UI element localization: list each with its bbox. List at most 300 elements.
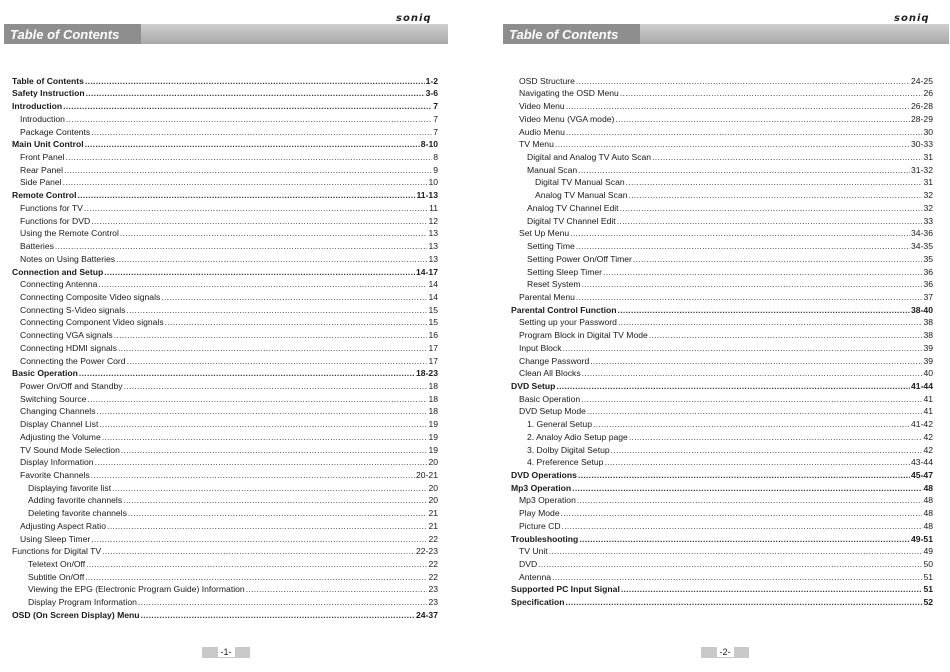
toc-entry-title: DVD Setup bbox=[511, 380, 556, 391]
toc-entry bbox=[511, 328, 933, 341]
toc-entry bbox=[12, 74, 438, 87]
toc-entry bbox=[12, 188, 438, 201]
toc-entry-title: Analog TV Manual Scan bbox=[535, 190, 628, 201]
toc-entry-page: 41-44 bbox=[911, 380, 933, 391]
toc-entry-title: Change Password bbox=[519, 355, 590, 366]
toc-entry-page: 51 bbox=[923, 571, 933, 582]
dot-leader bbox=[633, 253, 923, 265]
toc-entry-title: Program Block in Digital TV Mode bbox=[519, 330, 648, 341]
dot-leader bbox=[63, 100, 432, 112]
toc-entry-title: Switching Source bbox=[20, 393, 87, 404]
toc-entry-title: Connecting the Power Cord bbox=[20, 355, 126, 366]
toc-entry-title: Video Menu (VGA mode) bbox=[519, 113, 615, 124]
toc-entry bbox=[511, 239, 933, 252]
toc-entry-page: 3-6 bbox=[425, 88, 438, 99]
toc-entry bbox=[12, 417, 438, 430]
toc-entry-title: Functions for Digital TV bbox=[12, 546, 102, 557]
section-heading: Table of Contents bbox=[4, 24, 141, 44]
toc-entry-title: Play Mode bbox=[519, 508, 560, 519]
dot-leader bbox=[85, 571, 427, 583]
dot-leader bbox=[121, 444, 428, 456]
right-page bbox=[475, 0, 950, 672]
toc-entry-title: DVD Operations bbox=[511, 470, 577, 480]
toc-entry bbox=[511, 150, 933, 163]
toc-entry-page: 13 bbox=[428, 228, 438, 239]
toc-entry-page: 26-28 bbox=[911, 101, 933, 112]
toc-entry bbox=[511, 570, 933, 583]
dot-leader bbox=[572, 482, 922, 494]
toc-entry bbox=[511, 265, 933, 278]
dot-leader bbox=[97, 405, 428, 417]
toc-entry-title: Viewing the EPG (Electronic Program Guide) Information bbox=[28, 584, 245, 595]
toc-entry-page: 21 bbox=[428, 520, 438, 531]
header-band bbox=[4, 24, 448, 44]
dot-leader bbox=[64, 164, 432, 176]
dot-leader bbox=[120, 227, 428, 239]
toc-entry-page: 30-33 bbox=[911, 139, 933, 150]
toc-entry-page: 22 bbox=[428, 571, 438, 582]
toc-entry bbox=[12, 354, 438, 367]
toc-entry-page: 1-2 bbox=[425, 75, 438, 86]
dot-leader bbox=[620, 87, 923, 99]
toc-entry-title: Adjusting the Volume bbox=[20, 431, 101, 442]
toc-entry-title: Functions for TV bbox=[20, 202, 83, 213]
toc-entry-title: 2. Analoy Adio Setup page bbox=[527, 431, 628, 442]
toc-entry bbox=[511, 125, 933, 138]
toc-entry-page: 45-47 bbox=[911, 470, 933, 480]
brand-logo: soniq bbox=[396, 13, 432, 24]
dot-leader bbox=[649, 329, 923, 341]
dot-leader bbox=[563, 342, 923, 354]
dot-leader bbox=[99, 418, 427, 430]
toc-entry bbox=[511, 456, 933, 469]
toc-entry bbox=[511, 430, 933, 443]
toc-entry-page: 11-13 bbox=[416, 190, 438, 201]
dot-leader bbox=[55, 240, 428, 252]
toc-entry bbox=[12, 290, 438, 303]
toc-entry-title: 1. General Setup bbox=[527, 419, 592, 430]
page-number-label: -1- bbox=[218, 647, 235, 657]
toc-entry-page: 10 bbox=[428, 177, 438, 188]
dot-leader bbox=[128, 507, 428, 519]
toc-entry-page: 28-29 bbox=[911, 113, 933, 124]
toc-entry bbox=[511, 176, 933, 189]
dot-leader bbox=[621, 583, 923, 595]
dot-leader bbox=[618, 316, 923, 328]
toc-entry-title: Introduction bbox=[20, 113, 65, 124]
dot-leader bbox=[85, 75, 425, 87]
toc-entry-title: Side Panel bbox=[20, 177, 62, 188]
toc-entry-page: 39 bbox=[923, 355, 933, 366]
toc-entry-title: Troubleshooting bbox=[511, 533, 579, 544]
toc-entry-title: Using Sleep Timer bbox=[20, 533, 91, 544]
toc-entry-title: Safety Instruction bbox=[12, 88, 85, 99]
dot-leader bbox=[576, 291, 923, 303]
toc-entry-page: 17 bbox=[428, 342, 438, 353]
toc-entry-page: 48 bbox=[923, 508, 933, 519]
toc-entry bbox=[511, 494, 933, 507]
toc-entry bbox=[12, 125, 438, 138]
dot-leader bbox=[582, 367, 923, 379]
toc-entry bbox=[12, 328, 438, 341]
toc-entry-title: Connecting Component Video signals bbox=[20, 317, 164, 328]
toc-entry-title: Picture CD bbox=[519, 520, 561, 531]
toc-entry-page: 22-23 bbox=[416, 546, 438, 557]
toc-entry-page: 19 bbox=[428, 419, 438, 430]
toc-entry-title: Video Menu bbox=[519, 101, 565, 112]
dot-leader bbox=[165, 316, 428, 328]
toc-entry-page: 41 bbox=[923, 406, 933, 417]
toc-entry bbox=[12, 456, 438, 469]
dot-leader bbox=[615, 113, 910, 125]
toc-entry bbox=[511, 341, 933, 354]
dot-leader bbox=[79, 367, 415, 379]
dot-leader bbox=[91, 126, 432, 138]
toc-entry-page: 13 bbox=[428, 253, 438, 264]
dot-leader bbox=[127, 355, 428, 367]
toc-entry-title: Adjusting Aspect Ratio bbox=[20, 520, 106, 531]
toc-entry-title: TV Unit bbox=[519, 546, 548, 557]
toc-entry bbox=[511, 519, 933, 532]
toc-entry-page: 22 bbox=[428, 533, 438, 544]
dot-leader bbox=[161, 291, 427, 303]
toc-entry bbox=[12, 176, 438, 189]
toc-entry bbox=[12, 532, 438, 545]
toc-entry-page: 40 bbox=[923, 368, 933, 379]
toc-entry bbox=[511, 138, 933, 151]
toc-entry-title: Adding favorite channels bbox=[28, 495, 123, 506]
toc-entry-page: 48 bbox=[923, 482, 933, 493]
toc-entry-title: Front Panel bbox=[20, 152, 65, 163]
toc-entry bbox=[12, 608, 438, 621]
toc-entry-page: 26 bbox=[923, 88, 933, 99]
toc-entry-page: 51 bbox=[923, 584, 933, 595]
toc-entry-title: Teletext On/Off bbox=[28, 559, 86, 570]
toc-entry-title: Parental Menu bbox=[519, 291, 575, 302]
toc-entry-page: 31-32 bbox=[911, 164, 933, 175]
toc-entry bbox=[12, 494, 438, 507]
dot-leader bbox=[555, 138, 910, 150]
toc-entry bbox=[511, 201, 933, 214]
toc-entry bbox=[12, 481, 438, 494]
toc-entry-page: 21 bbox=[428, 508, 438, 519]
toc-entry bbox=[12, 595, 438, 608]
brand-logo: soniq bbox=[894, 13, 930, 24]
dot-leader bbox=[587, 405, 923, 417]
toc-entry-page: 20-21 bbox=[416, 470, 438, 480]
toc-entry bbox=[511, 583, 933, 596]
toc-entry-page: 20 bbox=[428, 482, 438, 493]
page-number bbox=[701, 647, 749, 658]
dot-leader bbox=[102, 431, 428, 443]
toc-entry bbox=[511, 99, 933, 112]
toc-entry-title: Display Program Information bbox=[28, 597, 137, 608]
toc-entry bbox=[12, 201, 438, 214]
toc-entry bbox=[12, 112, 438, 125]
dot-leader bbox=[566, 100, 910, 112]
dot-leader bbox=[604, 456, 910, 468]
toc-entry bbox=[511, 252, 933, 265]
toc-entry-title: 4. Preference Setup bbox=[527, 457, 604, 468]
toc-entry-title: Analog TV Channel Edit bbox=[527, 202, 619, 213]
toc-entry bbox=[511, 392, 933, 405]
dot-leader bbox=[576, 240, 910, 252]
toc-entry-page: 31 bbox=[923, 177, 933, 188]
toc-entry-title: Parental Control Function bbox=[511, 304, 617, 315]
toc-entry-title: Mp3 Operation bbox=[519, 495, 576, 506]
dot-leader bbox=[577, 494, 923, 506]
toc-entry-title: Connection and Setup bbox=[12, 266, 104, 277]
dot-leader bbox=[617, 215, 923, 227]
toc-entry bbox=[511, 227, 933, 240]
toc-entry bbox=[12, 138, 438, 151]
toc-entry-title: Connecting S-Video signals bbox=[20, 304, 126, 315]
dot-leader bbox=[538, 558, 922, 570]
dot-leader bbox=[112, 482, 427, 494]
dot-leader bbox=[107, 520, 427, 532]
toc-entry bbox=[12, 303, 438, 316]
toc-entry-page: 52 bbox=[923, 597, 933, 608]
dot-leader bbox=[95, 456, 428, 468]
dot-leader bbox=[126, 304, 427, 316]
dot-leader bbox=[66, 113, 432, 125]
toc-entry-page: 48 bbox=[923, 520, 933, 531]
toc-entry-title: Navigating the OSD Menu bbox=[519, 88, 619, 99]
toc-entry-title: Changing Channels bbox=[20, 406, 96, 417]
toc-entry bbox=[12, 430, 438, 443]
toc-entry-page: 48 bbox=[923, 495, 933, 506]
dot-leader bbox=[98, 278, 427, 290]
toc-entry bbox=[12, 227, 438, 240]
toc-entry-title: Clean All Blocks bbox=[519, 368, 581, 379]
toc-entry-title: Connecting VGA signals bbox=[20, 330, 113, 341]
toc-entry bbox=[511, 557, 933, 570]
toc-entry bbox=[511, 303, 933, 316]
toc-entry-page: 24-25 bbox=[911, 75, 933, 86]
toc-entry bbox=[12, 468, 438, 481]
toc-entry-page: 7 bbox=[433, 101, 438, 112]
toc-entry-page: 19 bbox=[428, 444, 438, 455]
dot-leader bbox=[556, 380, 910, 392]
toc-entry-title: Favorite Channels bbox=[20, 470, 90, 480]
toc-entry-title: DVD bbox=[519, 559, 538, 570]
toc-entry-page: 23 bbox=[428, 584, 438, 595]
page-number bbox=[202, 647, 250, 658]
toc-entry-page: 16 bbox=[428, 330, 438, 341]
toc-entry-title: Digital and Analog TV Auto Scan bbox=[527, 152, 652, 163]
toc-entry-title: Deleting favorite channels bbox=[28, 508, 127, 519]
dot-leader bbox=[116, 253, 427, 265]
toc-entry-title: Basic Operation bbox=[519, 393, 581, 404]
toc-entry-title: TV Sound Mode Selection bbox=[20, 444, 120, 455]
dot-leader bbox=[87, 393, 427, 405]
dot-leader bbox=[562, 520, 923, 532]
toc-entry-page: 7 bbox=[433, 126, 438, 137]
toc-entry-title: Using the Remote Control bbox=[20, 228, 119, 239]
dot-leader bbox=[114, 329, 428, 341]
dot-leader bbox=[561, 507, 923, 519]
toc-entry-page: 18-23 bbox=[416, 368, 438, 379]
toc-entry-title: Batteries bbox=[20, 241, 54, 252]
toc-entry bbox=[12, 316, 438, 329]
toc-entry bbox=[12, 405, 438, 418]
dot-leader bbox=[102, 545, 415, 557]
toc-entry-title: Connecting HDMI signals bbox=[20, 342, 117, 353]
toc-entry-page: 49-51 bbox=[911, 533, 933, 544]
toc-entry-title: Package Contents bbox=[20, 126, 91, 137]
toc-entry-page: 20 bbox=[428, 495, 438, 506]
toc-entry-page: 31 bbox=[923, 152, 933, 163]
dot-leader bbox=[123, 494, 427, 506]
dot-leader bbox=[582, 278, 923, 290]
toc-entry-page: 19 bbox=[428, 431, 438, 442]
dot-leader bbox=[549, 545, 923, 557]
toc-entry-page: 18 bbox=[428, 393, 438, 404]
dot-leader bbox=[141, 609, 416, 621]
dot-leader bbox=[91, 469, 415, 481]
toc-entry-title: Notes on Using Batteries bbox=[20, 253, 116, 264]
toc-entry bbox=[511, 379, 933, 392]
dot-leader bbox=[91, 215, 427, 227]
toc-entry bbox=[12, 150, 438, 163]
toc-entry-page: 8 bbox=[433, 152, 438, 163]
toc-entry-page: 8-10 bbox=[420, 139, 438, 150]
toc-entry-page: 42 bbox=[923, 431, 933, 442]
toc-entry-page: 23 bbox=[428, 597, 438, 608]
toc-entry bbox=[12, 443, 438, 456]
toc-entry-page: 38 bbox=[923, 317, 933, 328]
toc-entry-page: 38 bbox=[923, 330, 933, 341]
toc-entry-page: 9 bbox=[433, 164, 438, 175]
toc-entry-title: 3. Dolby Digital Setup bbox=[527, 444, 610, 455]
toc-entry-page: 12 bbox=[428, 215, 438, 226]
toc-entry bbox=[12, 506, 438, 519]
toc-entry bbox=[511, 214, 933, 227]
toc-entry bbox=[12, 239, 438, 252]
dot-leader bbox=[86, 87, 425, 99]
toc-entry bbox=[12, 570, 438, 583]
toc-entry-page: 18 bbox=[428, 380, 438, 391]
toc-entry-page: 42 bbox=[923, 444, 933, 455]
toc-entry-title: Specification bbox=[511, 597, 565, 608]
toc-entry bbox=[511, 290, 933, 303]
toc-entry bbox=[12, 214, 438, 227]
toc-entry-page: 41-42 bbox=[911, 419, 933, 430]
toc-entry-page: 37 bbox=[923, 291, 933, 302]
toc-entry-title: Table of Contents bbox=[12, 75, 84, 86]
dot-leader bbox=[570, 227, 910, 239]
toc-entry bbox=[12, 278, 438, 291]
toc-entry-page: 24-37 bbox=[416, 609, 438, 620]
toc-list bbox=[511, 74, 933, 608]
dot-leader bbox=[629, 189, 923, 201]
toc-entry-page: 36 bbox=[923, 279, 933, 290]
dot-leader bbox=[246, 583, 428, 595]
toc-entry-page: 32 bbox=[923, 202, 933, 213]
toc-entry-title: Subtitle On/Off bbox=[28, 571, 85, 582]
dot-leader bbox=[611, 444, 923, 456]
toc-entry-title: Connecting Composite Video signals bbox=[20, 291, 161, 302]
toc-entry-title: Antenna bbox=[519, 571, 552, 582]
toc-entry bbox=[511, 278, 933, 291]
toc-entry-title: Digital TV Channel Edit bbox=[527, 215, 616, 226]
toc-entry-page: 50 bbox=[923, 559, 933, 570]
dot-leader bbox=[579, 533, 910, 545]
toc-entry bbox=[511, 163, 933, 176]
toc-entry-page: 35 bbox=[923, 253, 933, 264]
toc-entry-title: Functions for DVD bbox=[20, 215, 91, 226]
dot-leader bbox=[576, 75, 910, 87]
toc-entry bbox=[511, 506, 933, 519]
toc-entry bbox=[511, 367, 933, 380]
dot-leader bbox=[565, 596, 922, 608]
toc-entry-page: 43-44 bbox=[911, 457, 933, 468]
toc-entry bbox=[12, 379, 438, 392]
dot-leader bbox=[652, 151, 922, 163]
toc-entry-page: 11 bbox=[429, 202, 438, 213]
dot-leader bbox=[620, 202, 923, 214]
dot-leader bbox=[124, 380, 428, 392]
toc-entry-title: Setting Time bbox=[527, 241, 575, 252]
toc-entry bbox=[511, 316, 933, 329]
section-heading: Table of Contents bbox=[503, 24, 640, 44]
toc-entry-title: Display Channel List bbox=[20, 419, 99, 430]
toc-entry bbox=[511, 87, 933, 100]
toc-entry bbox=[511, 354, 933, 367]
dot-leader bbox=[552, 571, 922, 583]
toc-entry-title: Main Unit Control bbox=[12, 139, 84, 150]
page-number-label: -2- bbox=[717, 647, 734, 657]
toc-entry-page: 13 bbox=[428, 241, 438, 252]
toc-entry bbox=[12, 341, 438, 354]
dot-leader bbox=[626, 176, 923, 188]
toc-entry-title: Power On/Off and Standby bbox=[20, 380, 123, 391]
toc-entry-title: Setting Sleep Timer bbox=[527, 266, 602, 277]
dot-leader bbox=[566, 126, 923, 138]
dot-leader bbox=[104, 266, 415, 278]
toc-entry bbox=[12, 557, 438, 570]
toc-entry bbox=[511, 595, 933, 608]
toc-entry-title: Remote Control bbox=[12, 190, 77, 201]
toc-entry-page: 39 bbox=[923, 342, 933, 353]
dot-leader bbox=[578, 164, 910, 176]
dot-leader bbox=[593, 418, 910, 430]
toc-entry-title: Set Up Menu bbox=[519, 228, 570, 239]
toc-entry-title: Displaying favorite list bbox=[28, 482, 112, 493]
toc-entry bbox=[12, 99, 438, 112]
toc-entry bbox=[12, 252, 438, 265]
toc-entry-title: Digital TV Manual Scan bbox=[535, 177, 625, 188]
dot-leader bbox=[578, 469, 910, 481]
dot-leader bbox=[85, 138, 420, 150]
toc-entry bbox=[511, 112, 933, 125]
dot-leader bbox=[118, 342, 427, 354]
toc-entry-title: DVD Setup Mode bbox=[519, 406, 586, 417]
toc-entry-page: 22 bbox=[428, 559, 438, 570]
toc-entry-page: 30 bbox=[923, 126, 933, 137]
toc-entry-page: 41 bbox=[923, 393, 933, 404]
toc-entry bbox=[511, 417, 933, 430]
dot-leader bbox=[63, 176, 428, 188]
dot-leader bbox=[590, 355, 922, 367]
toc-entry bbox=[12, 367, 438, 380]
toc-entry-title: Rear Panel bbox=[20, 164, 63, 175]
toc-entry bbox=[12, 519, 438, 532]
dot-leader bbox=[629, 431, 923, 443]
toc-entry-page: 14 bbox=[428, 279, 438, 290]
toc-entry-title: Connecting Antenna bbox=[20, 279, 98, 290]
toc-entry-page: 14 bbox=[428, 291, 438, 302]
